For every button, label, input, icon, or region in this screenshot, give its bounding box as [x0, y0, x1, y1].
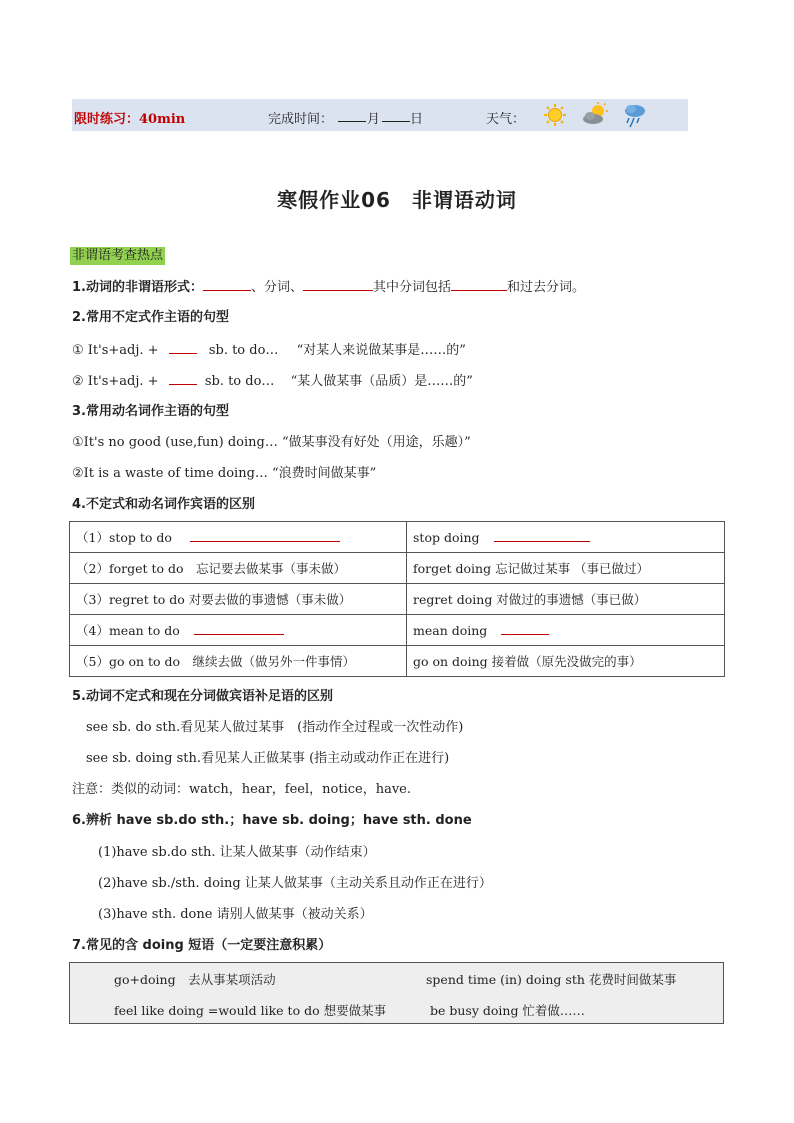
- q3-line-1: ①It's no good (use,fun) doing… “做某事没有好处（用途，乐趣）”: [72, 435, 471, 450]
- table-row: [70, 615, 725, 646]
- day-label: 日: [410, 112, 424, 127]
- table-cell: regret doing 对做过的事遗憾（事已做）: [407, 584, 725, 615]
- q2-l1-a: ① It's+adj. +: [72, 343, 159, 358]
- q5-line-1: see sb. do sth.看见某人做过某事 (指动作全过程或一次性动作): [86, 720, 464, 735]
- q3-line-2: ②It is a waste of time doing… “浪费时间做某事”: [72, 466, 377, 481]
- q2-l1-b: sb. to do…: [208, 343, 279, 358]
- q6-line-2: (2)have sb./sth. doing 让某人做某事（主动关系且动作正在进行）: [98, 876, 492, 891]
- partly-cloudy-icon[interactable]: [581, 102, 611, 126]
- q4-r4-left-blank[interactable]: [194, 622, 284, 635]
- rain-icon[interactable]: [622, 102, 648, 128]
- q1-text-4: 和过去分词。: [507, 280, 586, 295]
- q1-head: 1.动词的非谓语形式：: [72, 280, 203, 295]
- q6-head: 6.辨析 have sb.do sth.；have sb. doing；have sth. done: [72, 813, 472, 828]
- q4-r1-left: （1）stop to do: [76, 530, 172, 545]
- month-blank[interactable]: [338, 109, 366, 122]
- q7-phrase-4: be busy doing 忙着做……: [430, 1003, 585, 1018]
- q7-phrase-3: feel like doing =would like to do 想要做某事: [114, 1003, 387, 1018]
- table-row: [70, 646, 725, 677]
- month-label: 月: [367, 112, 381, 127]
- q4-head: 4.不定式和动名词作宾语的区别: [72, 497, 255, 512]
- table-row: [70, 553, 725, 584]
- q2-l2-c: “某人做某事（品质）是……的”: [290, 374, 473, 389]
- table-cell: forget doing 忘记做过某事 （事已做过）: [407, 553, 725, 584]
- time-limit: 限时练习：40min: [74, 112, 186, 127]
- q1-line: [72, 278, 585, 297]
- q2-l2-blank[interactable]: [169, 372, 197, 385]
- table-cell: （3）regret to do 对要去做的事遗憾（事未做）: [70, 584, 407, 615]
- section-tag: 非谓语考查热点: [72, 248, 164, 263]
- q6-line-1: (1)have sb.do sth. 让某人做某事（动作结束）: [98, 845, 376, 860]
- q5-line-2: see sb. doing sth.看见某人正做某事 (指主动或动作正在进行): [86, 751, 450, 766]
- q4-r4-right-blank[interactable]: [501, 622, 549, 635]
- q7-phrase-box: [69, 962, 724, 1024]
- sun-icon[interactable]: [543, 103, 567, 127]
- day-blank[interactable]: [382, 109, 410, 122]
- q5-note: 注意：类似的动词：watch，hear，feel，notice，have.: [72, 782, 411, 797]
- q6-line-3: (3)have sth. done 请别人做某事（被动关系）: [98, 907, 373, 922]
- q2-l2-b: sb. to do…: [204, 374, 275, 389]
- q1-blank-1[interactable]: [203, 278, 251, 291]
- table-cell: [407, 615, 725, 646]
- q1-text-3: 其中分词包括: [373, 280, 452, 295]
- q4-r1-left-blank[interactable]: [190, 529, 340, 542]
- header-bar: [72, 99, 688, 131]
- weather-label: 天气：: [486, 112, 526, 127]
- q5-head: 5.动词不定式和现在分词做宾语补足语的区别: [72, 689, 333, 704]
- q7-phrase-1: go+doing 去从事某项活动: [114, 972, 276, 987]
- table-cell: [407, 522, 725, 553]
- q1-blank-2[interactable]: [303, 278, 373, 291]
- q4-table: [69, 521, 725, 677]
- table-row: [70, 522, 725, 553]
- q4-r1-right: stop doing: [413, 530, 480, 545]
- q2-line-1: [72, 341, 466, 360]
- table-cell: [70, 615, 407, 646]
- page-title: 寒假作业06 非谓语动词: [277, 188, 517, 212]
- table-cell: go on doing 接着做（原先没做完的事）: [407, 646, 725, 677]
- q2-head: 2.常用不定式作主语的句型: [72, 310, 229, 325]
- q2-line-2: [72, 372, 473, 391]
- table-cell: （5）go on to do 继续去做（做另外一件事情）: [70, 646, 407, 677]
- table-cell: [70, 522, 407, 553]
- q2-l1-blank[interactable]: [169, 341, 197, 354]
- q2-l2-a: ② It's+adj. +: [72, 374, 159, 389]
- q7-phrase-2: spend time (in) doing sth 花费时间做某事: [426, 972, 677, 987]
- q4-r4-right: mean doing: [413, 623, 488, 638]
- q2-l1-c: “对某人来说做某事是……的”: [296, 343, 466, 358]
- table-row: [70, 584, 725, 615]
- q1-blank-3[interactable]: [451, 278, 507, 291]
- q4-r1-right-blank[interactable]: [494, 529, 590, 542]
- q3-head: 3.常用动名词作主语的句型: [72, 404, 229, 419]
- q1-text-2: 、分词、: [250, 280, 303, 295]
- q4-r4-left: （4）mean to do: [76, 623, 180, 638]
- table-cell: （2）forget to do 忘记要去做某事（事未做）: [70, 553, 407, 584]
- q7-head: 7.常见的含 doing 短语（一定要注意积累）: [72, 938, 332, 953]
- finish-time-label: 完成时间：: [268, 112, 334, 127]
